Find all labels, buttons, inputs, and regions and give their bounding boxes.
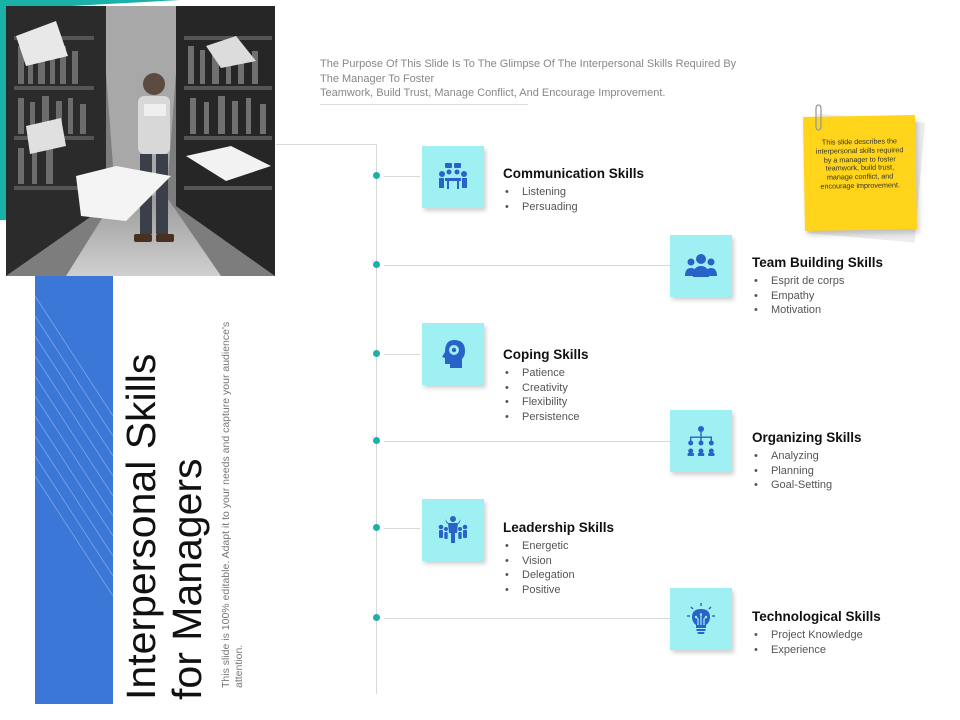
timeline-connector-line: [384, 618, 670, 619]
timeline-dot: [373, 437, 380, 444]
skill-item: • Energetic: [503, 539, 614, 554]
title-line-2: for Managers: [164, 458, 210, 700]
skill-list: [503, 539, 614, 597]
skill-title: Leadership Skills: [503, 520, 615, 535]
hierarchy-icon: [684, 424, 718, 458]
timeline-dot: [373, 524, 380, 531]
meeting-icon: [436, 160, 470, 194]
timeline-connector-line: [384, 354, 420, 355]
sticky-note-text: This slide describes the interpersonal skills required by a manager to foster teamwork, build trust, manage conflict, and encourage improvement.: [815, 136, 904, 191]
skill-item: • Planning: [752, 464, 862, 479]
team-building-skills-icon-box: [670, 235, 732, 297]
title-band: [35, 276, 113, 704]
timeline-dot: [373, 350, 380, 357]
skill-list: [503, 366, 589, 424]
coping-skills-block: [503, 347, 589, 424]
head-gears-icon: [436, 337, 470, 371]
skill-item: • Delegation: [503, 568, 614, 583]
skill-item: • Creativity: [503, 381, 589, 396]
skill-title: Technological Skills: [752, 609, 881, 624]
timeline-dot: [373, 172, 380, 179]
skill-item: • Experience: [752, 643, 881, 658]
skill-title: Coping Skills: [503, 347, 589, 362]
skill-list: [752, 449, 862, 493]
skill-item: • Analyzing: [752, 449, 862, 464]
sticky-note: [803, 115, 917, 231]
skill-item: • Goal-Setting: [752, 478, 862, 493]
skill-item: • Esprit de corps: [752, 274, 883, 289]
skill-item: • Positive: [503, 583, 614, 598]
bulb-circuit-icon: [684, 602, 718, 636]
timeline-dot: [373, 261, 380, 268]
skill-item: • Empathy: [752, 289, 883, 304]
skill-item: • Motivation: [752, 303, 883, 318]
timeline-connector-line: [384, 265, 670, 266]
skill-item: • Project Knowledge: [752, 628, 881, 643]
skill-item: • Persistence: [503, 410, 589, 425]
skill-title: Organizing Skills: [752, 430, 862, 445]
skill-title: Team Building Skills: [752, 255, 884, 270]
timeline-dot: [373, 614, 380, 621]
purpose-underline: [320, 104, 528, 105]
timeline-connector-line: [384, 176, 420, 177]
title-line-1: Interpersonal Skills: [118, 353, 164, 700]
skill-item: • Patience: [503, 366, 589, 381]
communication-skills-icon-box: [422, 146, 484, 208]
skill-list: [503, 185, 644, 214]
skill-list: [752, 274, 883, 318]
skill-item: • Listening: [503, 185, 644, 200]
leadership-skills-icon-box: [422, 499, 484, 561]
timeline-line: [376, 144, 377, 694]
skill-list: [752, 628, 881, 657]
slide-subtitle: This slide is 100% editable. Adapt it to your needs and capture your audience's attention.: [220, 321, 245, 688]
team-icon: [684, 249, 718, 283]
skill-item: • Vision: [503, 554, 614, 569]
skill-item: • Persuading: [503, 200, 644, 215]
skill-item: • Flexibility: [503, 395, 589, 410]
purpose-line-3: Teamwork, Build Trust, Manage Conflict, And Encourage Improvement.: [320, 87, 666, 99]
technological-skills-block: [752, 609, 881, 657]
purpose-text: [320, 57, 795, 101]
purpose-line-1: The Purpose Of This Slide Is To The Glimpse Of The Interpersonal Skills Required By: [320, 58, 737, 70]
slide-title: [118, 354, 210, 700]
organizing-skills-icon-box: [670, 410, 732, 472]
technological-skills-icon-box: [670, 588, 732, 650]
skill-title: Communication Skills: [503, 166, 645, 181]
timeline-connector-line: [384, 441, 670, 442]
communication-skills-block: [503, 166, 644, 214]
team-building-skills-block: [752, 255, 883, 318]
paperclip-icon: [813, 104, 823, 132]
leader-icon: [436, 513, 470, 547]
timeline-connector: [276, 144, 376, 145]
coping-skills-icon-box: [422, 323, 484, 385]
library-photo: [6, 6, 275, 276]
purpose-line-2: The Manager To Foster: [320, 72, 435, 85]
leadership-skills-block: [503, 520, 614, 597]
timeline-connector-line: [384, 528, 420, 529]
organizing-skills-block: [752, 430, 862, 493]
